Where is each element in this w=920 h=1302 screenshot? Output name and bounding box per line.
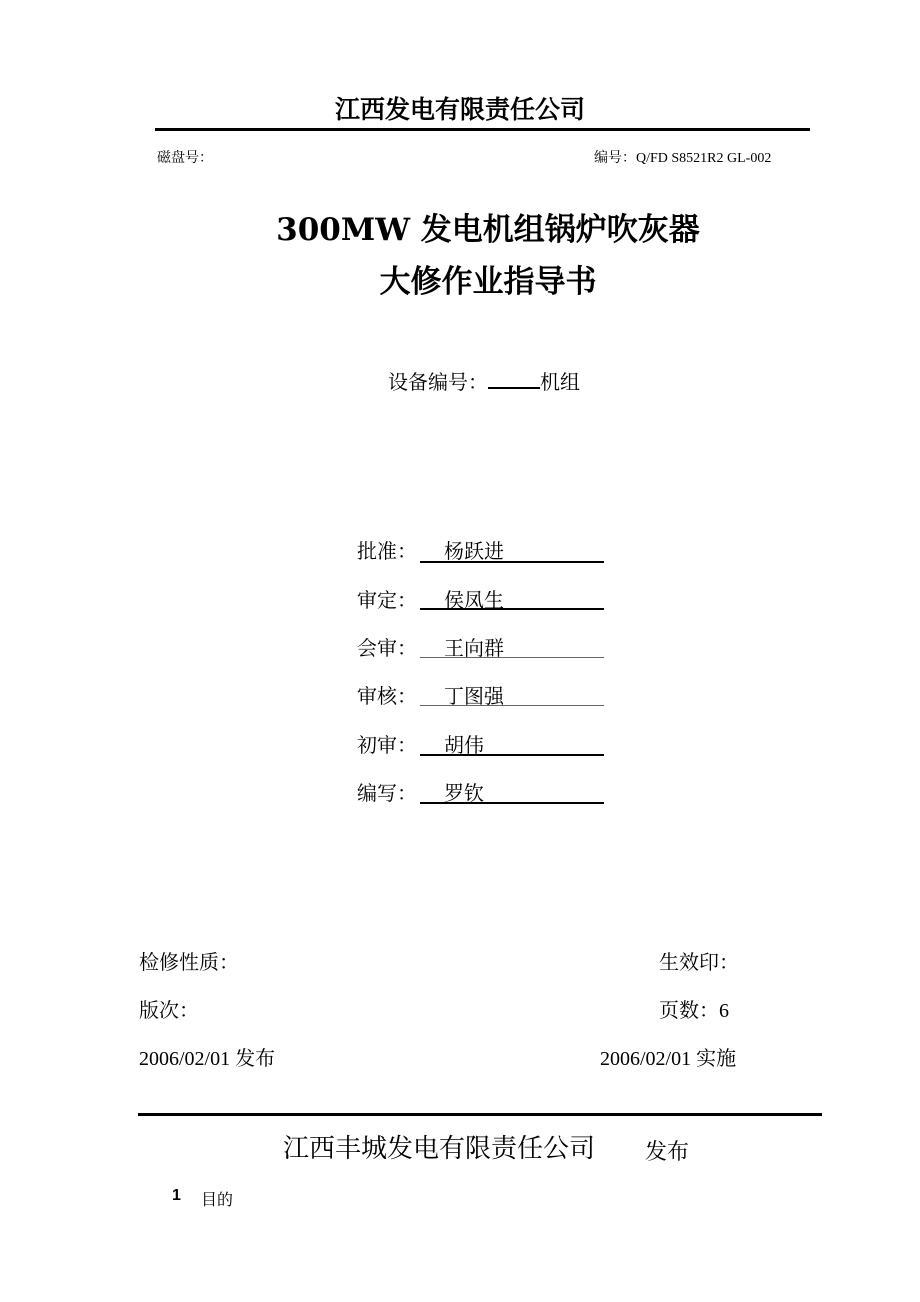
company-header: 江西发电有限责任公司 xyxy=(334,95,585,124)
disk-number-label: 磁盘号： xyxy=(157,150,213,166)
initial-review-label: 初审： xyxy=(357,733,417,757)
page-count: 页数：6 xyxy=(659,1000,729,1022)
initial-review-line xyxy=(420,754,604,756)
version-label: 版次： xyxy=(139,1000,199,1022)
publisher-company: 江西丰城发电有限责任公司 xyxy=(283,1134,596,1164)
section-number: 1 xyxy=(172,1187,181,1204)
review-final-name: 侯凤生 xyxy=(444,588,504,612)
document-title-line1: 300MW 发电机组锅炉吹灰器 xyxy=(276,212,700,248)
audit-line xyxy=(420,705,604,706)
effective-seal-label: 生效印： xyxy=(659,952,739,974)
author-line xyxy=(420,802,604,804)
review-final-label: 审定： xyxy=(357,588,417,612)
review-final-line xyxy=(420,608,604,610)
audit-name: 丁图强 xyxy=(444,684,504,708)
joint-review-label: 会审： xyxy=(357,636,417,660)
effective-date: 2006/02/01 实施 xyxy=(600,1048,737,1070)
header-rule xyxy=(155,128,810,131)
joint-review-name: 王向群 xyxy=(444,636,504,660)
approve-name: 杨跃进 xyxy=(444,539,504,563)
approve-label: 批准： xyxy=(357,539,417,563)
publish-label: 发布 xyxy=(645,1140,690,1165)
approve-line xyxy=(420,561,604,563)
equipment-number-label: 设备编号： xyxy=(388,370,488,394)
audit-label: 审核： xyxy=(357,684,417,708)
author-label: 编写： xyxy=(357,781,417,805)
equipment-number-suffix: 机组 xyxy=(540,370,580,394)
document-title-line2: 大修作业指导书 xyxy=(379,264,597,300)
release-date: 2006/02/01 发布 xyxy=(139,1048,276,1070)
author-name: 罗钦 xyxy=(444,781,484,805)
equipment-number-blank xyxy=(488,369,540,389)
document-number: 编号：Q/FD S8521R2 GL-002 xyxy=(594,151,772,166)
initial-review-name: 胡伟 xyxy=(444,733,484,757)
section-title: 目的 xyxy=(201,1192,234,1209)
maintenance-nature-label: 检修性质： xyxy=(139,952,239,974)
joint-review-line xyxy=(420,657,604,658)
equipment-number xyxy=(388,366,580,395)
footer-rule xyxy=(138,1113,822,1116)
